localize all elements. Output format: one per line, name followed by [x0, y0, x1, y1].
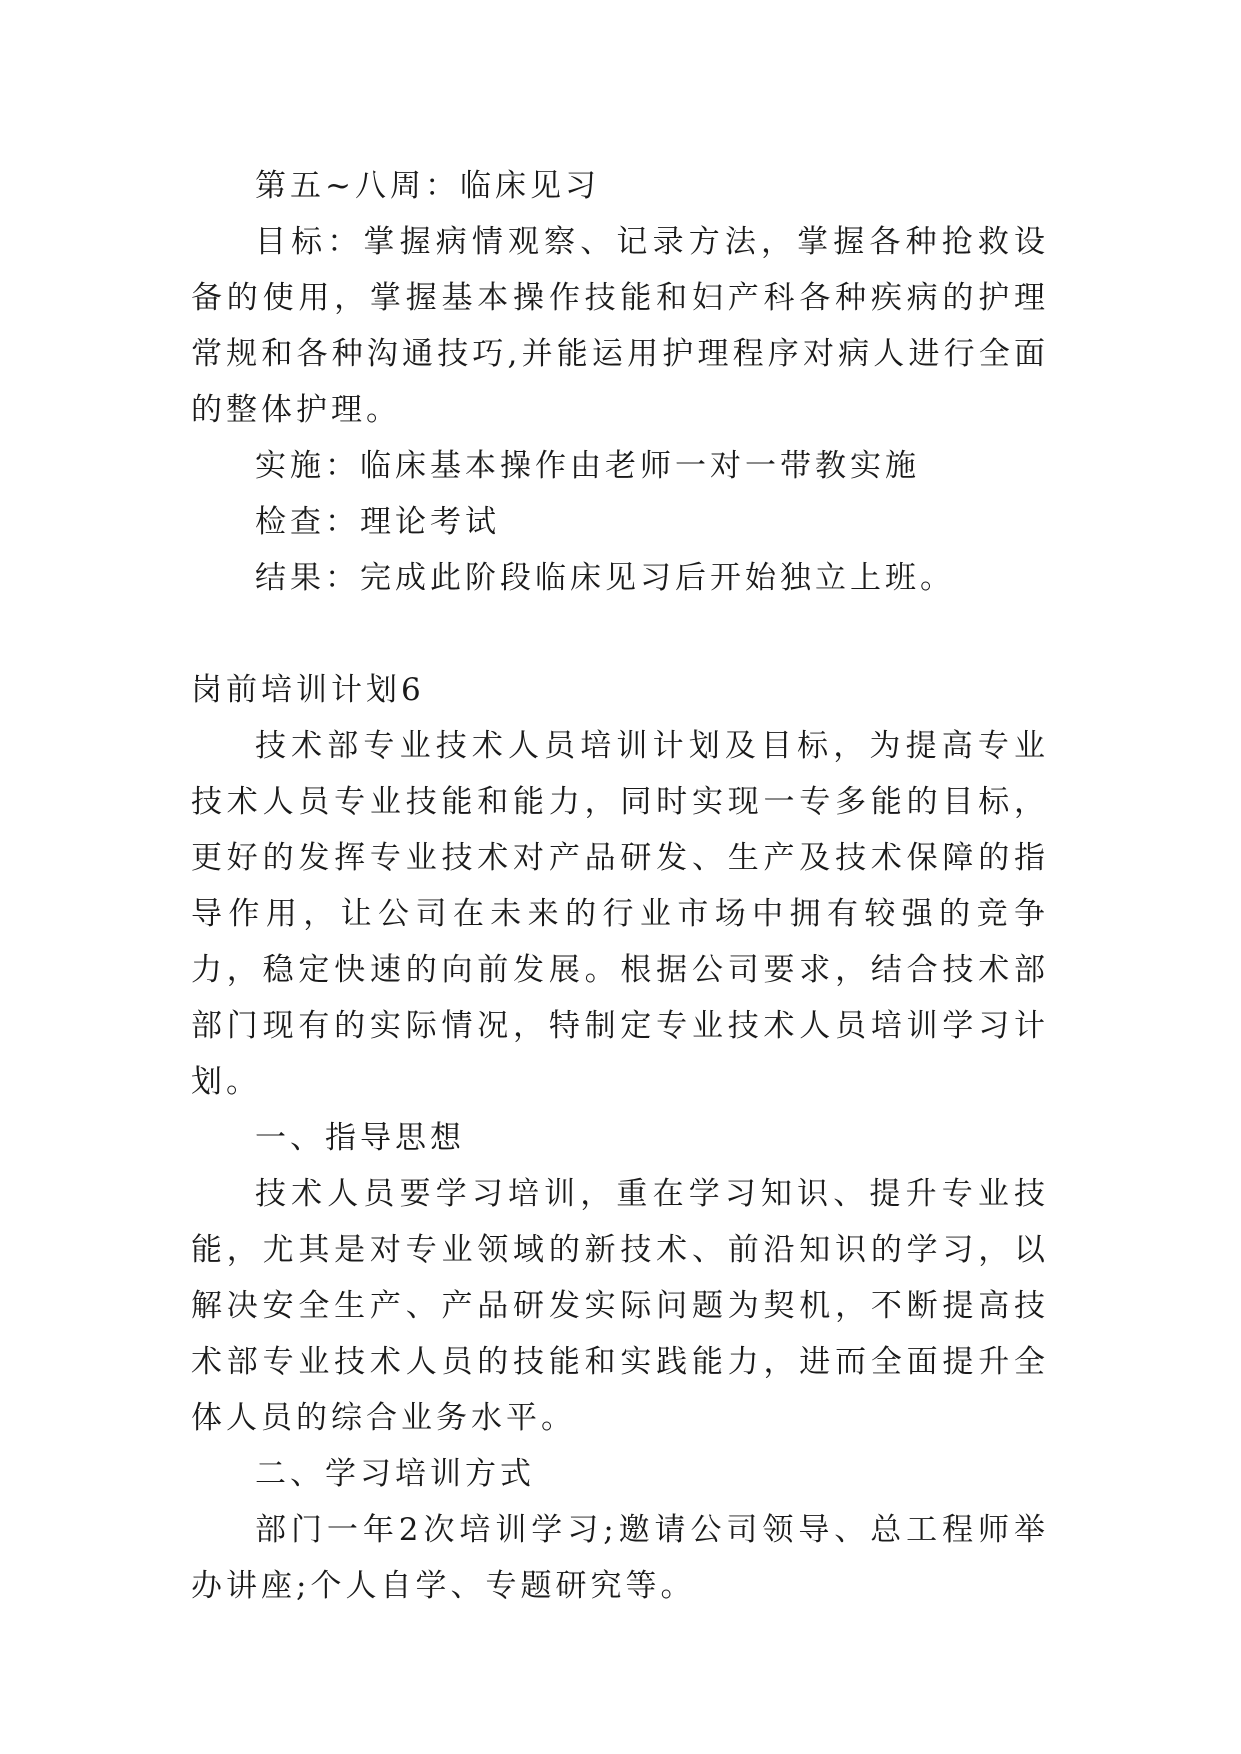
goal-paragraph: 目标：掌握病情观察、记录方法，掌握各种抢救设备的使用，掌握基本操作技能和妇产科各种疾病的护理常规和各种沟通技巧,并能运用护理程序对病人进行全面的整体护理。	[191, 224, 1049, 428]
training-method-heading: 二、学习培训方式	[255, 1456, 535, 1492]
guiding-thought-paragraph: 技术人员要学习培训，重在学习知识、提升专业技能，尤其是对专业领域的新技术、前沿知识的学习，以解决安全生产、产品研发实际问题为契机，不断提高技术部专业技术人员的技能和实践能力，进而全面提升全体人员的综合业务水平。	[191, 1176, 1049, 1436]
implementation-paragraph: 实施：临床基本操作由老师一对一带教实施	[255, 448, 920, 484]
section-heading-clinical-observation: 第五~八周：临床见习	[255, 168, 600, 204]
result-paragraph: 结果：完成此阶段临床见习后开始独立上班。	[255, 560, 955, 596]
guiding-thought-heading: 一、指导思想	[255, 1120, 465, 1156]
section-spacer	[191, 606, 1049, 662]
document-content	[191, 158, 1049, 1614]
inspection-paragraph: 检查：理论考试	[255, 504, 500, 540]
training-method-paragraph: 部门一年2次培训学习;邀请公司领导、总工程师举办讲座;个人自学、专题研究等。	[191, 1512, 1049, 1604]
document-title: 岗前培训计划6	[191, 672, 425, 708]
intro-paragraph: 技术部专业技术人员培训计划及目标，为提高专业技术人员专业技能和能力，同时实现一专多能的目标，更好的发挥专业技术对产品研发、生产及技术保障的指导作用，让公司在未来的行业市场中拥有较强的竞争力，稳定快速的向前发展。根据公司要求，结合技术部部门现有的实际情况，特制定专业技术人员培训学习计划。	[191, 728, 1049, 1100]
